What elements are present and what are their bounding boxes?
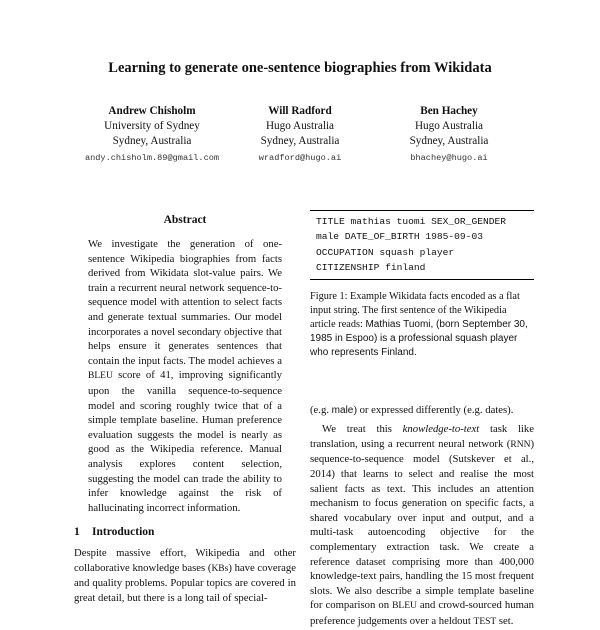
- body-text: We treat this: [322, 423, 403, 436]
- task-name: knowledge-to-text: [402, 423, 480, 436]
- figure-line: TITLE mathias tuomi SEX_OR_GENDER: [316, 216, 506, 227]
- figure-1-caption: [310, 290, 534, 361]
- paper-title: Learning to generate one-sentence biographies from Wikidata: [108, 60, 492, 76]
- caption-text: Figure 1: Example Wikidata facts encoded as a flat input string. The first sentence of the Wikipedia article reads:: [310, 290, 520, 331]
- intro-text-part-2: ) have coverage and quality problems. Popular topics are covered in great detail, but there is a long tail of special-: [74, 561, 296, 605]
- kbs-term: KBs: [211, 563, 229, 574]
- body-text: and crowd-sourced human preference judgements over a heldout: [310, 599, 534, 627]
- author-affiliation: Hugo Australia: [414, 120, 484, 132]
- figure-1-input-string: [310, 210, 534, 280]
- section-heading-introduction: [74, 525, 296, 540]
- figure-line: male DATE_OF_BIRTH 1985-09-03: [316, 231, 483, 243]
- abstract-text: [74, 237, 296, 515]
- abstract-heading: Abstract: [163, 214, 207, 226]
- author-location: Sydney, Australia: [409, 135, 489, 147]
- figure-line: CITIZENSHIP finland: [316, 262, 426, 274]
- male-example: male: [331, 404, 354, 416]
- body-text: ) sequence-to-sequence model (Sutskever et al., 2014) that learns to select and realise the most salient facts as text. This includes an attention mechanism to focus generation on specific facts, a shared vocabulary over input and output, and a multi-task autoencoding objective for the complementary extraction task. We create a reference dataset comprising more than 400,000 knowledge-text pairs, handling the 15 most frequent slots. We also describe a simple template baseline for comparison on: [310, 437, 534, 612]
- test-term: TEST: [473, 616, 497, 627]
- figure-line: OCCUPATION squash player: [316, 246, 455, 258]
- author-email: wradford@hugo.ai: [258, 153, 342, 163]
- author-affiliation: Hugo Australia: [265, 120, 335, 132]
- introduction-text: [74, 546, 296, 605]
- rnn-term: RNN: [510, 439, 531, 450]
- left-column: [74, 214, 296, 606]
- author-location: Sydney, Australia: [260, 135, 340, 147]
- author-email: andy.chisholm.89@gmail.com: [84, 153, 220, 163]
- intro-text-part-1: Despite massive effort, Wikipedia and other collaborative knowledge bases (: [74, 547, 296, 574]
- abstract-text-part-1: We investigate the generation of one-sentence Wikipedia biographies from facts derived from Wikidata slot-value pairs. We train a recurrent neural network sequence-to-sequence model with attention to select facts and generate textual summaries. Our model incorporates a novel secondary objective that helps ensure it generates sentences that contain the input facts. The model achieves a: [88, 238, 282, 367]
- abstract-text-part-2: score of 41, improving significantly upon the vanilla sequence-to-sequence model and scoring roughly twice that of a simple template baseline. Human preference evaluation suggests the model is nearly as good as the Wikipedia reference. Manual analysis explores content selection, suggesting the model can trade the ability to infer knowledge against the risk of hallucinating incorrect information.: [88, 369, 282, 514]
- bleu-term: BLEU: [88, 371, 113, 382]
- author-location: Sydney, Australia: [112, 135, 192, 147]
- caption-example-sentence: Mathias Tuomi, (born September 30, 1985 in Espoo) is a professional squash player who represents Finland.: [310, 319, 528, 359]
- body-text: set.: [496, 614, 514, 627]
- section-number: 1: [74, 526, 80, 539]
- body-paragraph-2: [310, 422, 534, 629]
- body-paragraph-1: [310, 403, 534, 419]
- author-email: bhachey@hugo.ai: [410, 153, 488, 163]
- author-block-3: [359, 104, 539, 166]
- author-name: Andrew Chisholm: [108, 105, 196, 117]
- body-text: task like translation, using a recurrent neural network (: [310, 423, 534, 450]
- author-name: Ben Hachey: [420, 105, 478, 117]
- right-column: [310, 210, 534, 630]
- author-name: Will Radford: [268, 105, 332, 117]
- body-text: ) or expressed differently (e.g. dates).: [353, 403, 514, 416]
- body-text: (e.g.: [310, 403, 332, 416]
- bleu-term: BLEU: [392, 601, 417, 612]
- section-title: Introduction: [92, 526, 155, 539]
- author-affiliation: University of Sydney: [104, 120, 200, 132]
